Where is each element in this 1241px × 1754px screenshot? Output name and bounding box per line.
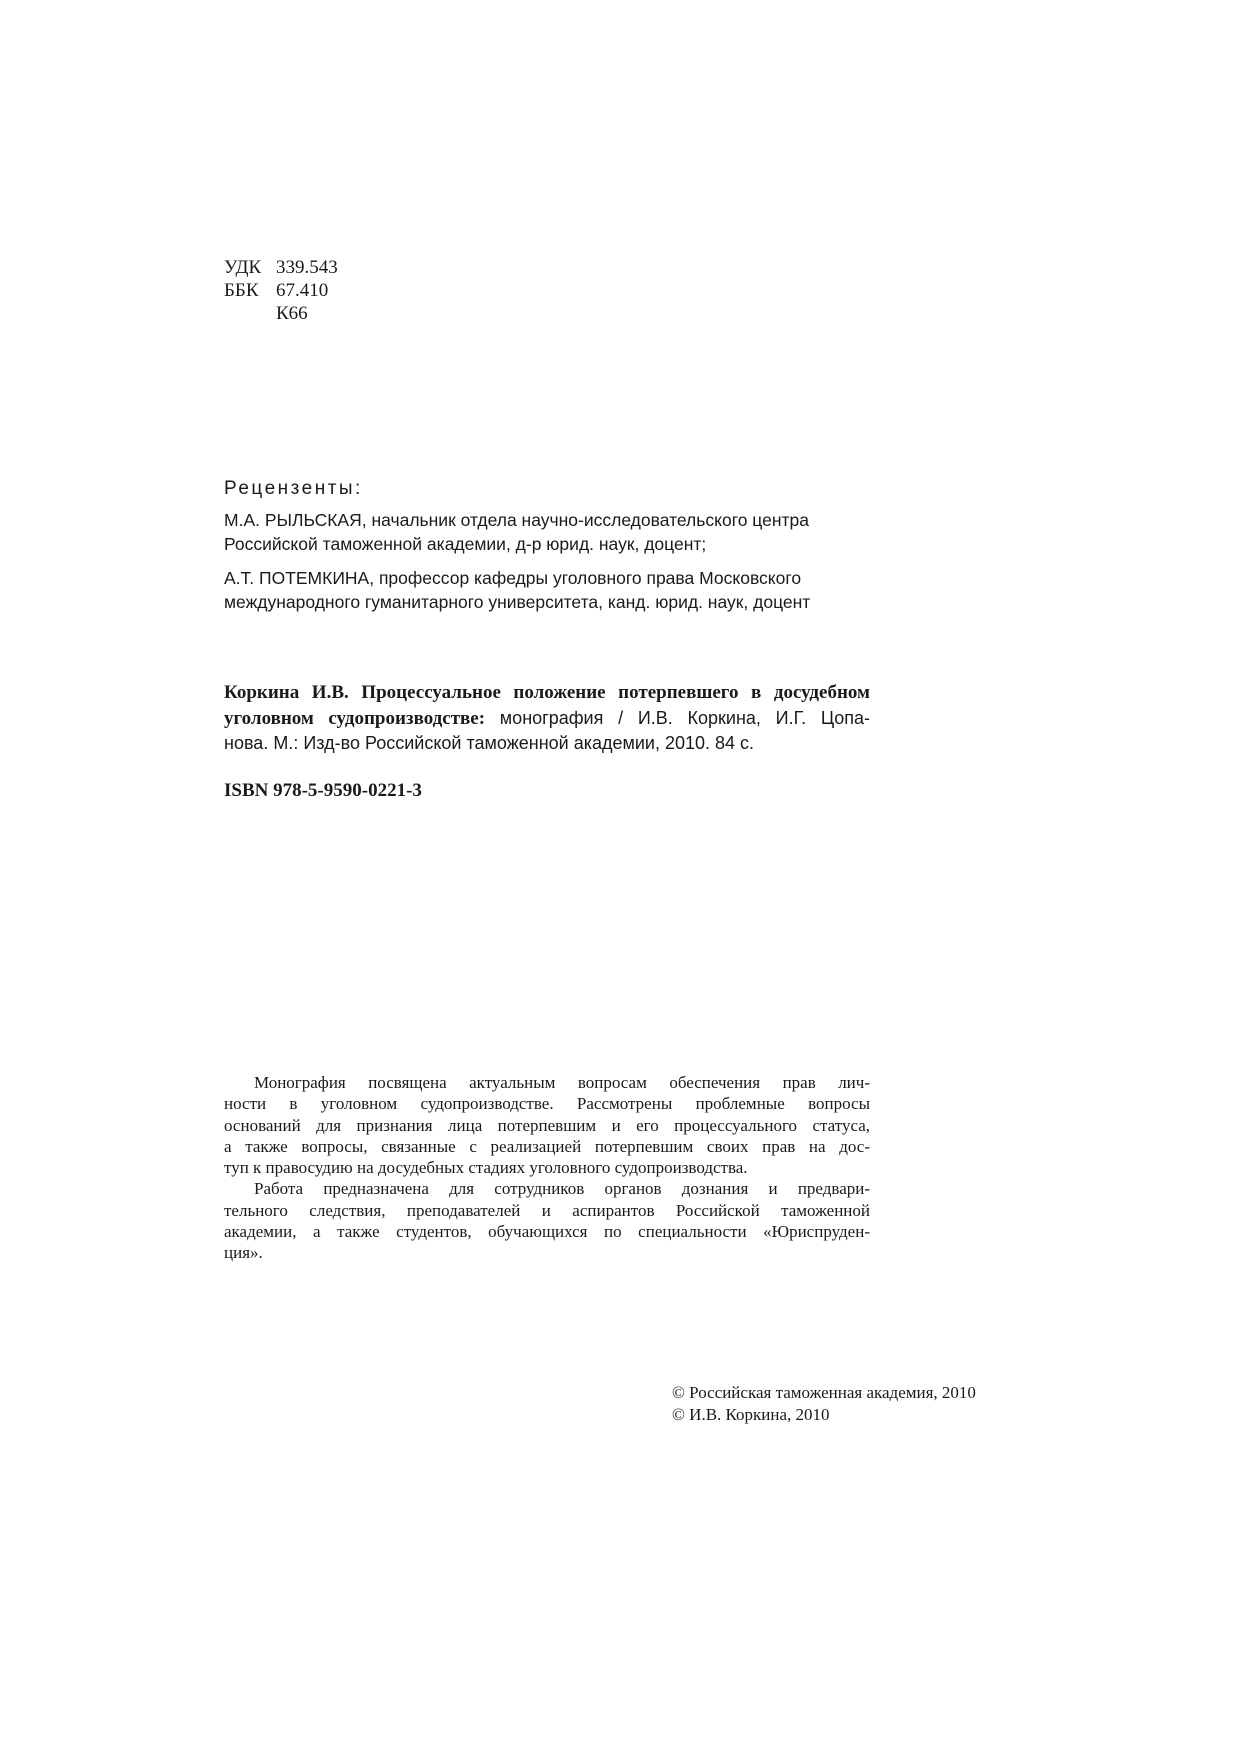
- reviewer-1-line-2: Российской таможенной академии, д-р юрид. наук, доцент;: [224, 534, 707, 554]
- isbn: ISBN 978-5-9590-0221-3: [224, 780, 422, 801]
- annotation-p2-line-2: тельного следствия, преподавателей и аспирантов Российской таможенной: [224, 1200, 870, 1220]
- biblio-line-3: нова. М.: Изд-во Российской таможенной академии, 2010. 84 с.: [224, 733, 755, 753]
- bbk-value: 67.410: [276, 280, 329, 301]
- reviewer-1: [224, 508, 874, 556]
- biblio-line-1: Коркина И.В. Процессуальное положение потерпевшего в досудебном: [224, 682, 870, 703]
- annotation-p1-line-1: Монография посвящена актуальным вопросам обеспечения прав лич-: [254, 1073, 870, 1092]
- reviewer-2: [224, 566, 874, 614]
- udk-row: [224, 256, 338, 279]
- reviewer-2-line-1: А.Т. ПОТЕМКИНА, профессор кафедры уголовного права Московского: [224, 568, 802, 588]
- bibliographic-description: [224, 680, 870, 757]
- annotation-p2-line-3: академии, а также студентов, обучающихся по специальности «Юриспруден-: [224, 1222, 870, 1242]
- annotation-p2-line-4: ция».: [224, 1243, 263, 1263]
- reviewer-2-line-2: международного гуманитарного университета, канд. юрид. наук, доцент: [224, 592, 811, 612]
- reviewers-heading: Рецензенты:: [224, 478, 363, 499]
- bbk-row: [224, 279, 338, 302]
- annotation-p1-line-3: оснований для признания лица потерпевшим и его процессуального статуса,: [224, 1115, 870, 1135]
- biblio-title-end: уголовном судопроизводстве:: [224, 707, 486, 729]
- reviewer-1-line-1: М.А. РЫЛЬСКАЯ, начальник отдела научно-исследовательского центра: [224, 510, 810, 530]
- classification-codes: [224, 256, 338, 325]
- udk-value: 339.543: [276, 257, 338, 278]
- author-mark-row: [224, 302, 338, 325]
- copyright-line-1: © Российская таможенная академия, 2010: [672, 1383, 976, 1402]
- copyright-line-2: © И.В. Коркина, 2010: [672, 1404, 830, 1424]
- annotation-p1-line-5: туп к правосудию на досудебных стадиях уголовного судопроизводства.: [224, 1158, 748, 1178]
- annotation-p1-line-2: ности в уголовном судопроизводстве. Рассмотрены проблемные вопросы: [224, 1094, 870, 1114]
- annotation-p1-line-4: а также вопросы, связанные с реализацией потерпевшим своих прав на дос-: [224, 1136, 870, 1156]
- copyright-block: [672, 1382, 976, 1425]
- author-mark: К66: [276, 303, 308, 324]
- udk-label: УДК: [224, 257, 262, 278]
- biblio-line-2: [224, 706, 870, 732]
- biblio-responsibility: монография / И.В. Коркина, И.Г. Цопа-: [485, 707, 870, 728]
- annotation-p2-line-1: Работа предназначена для сотрудников органов дознания и предвари-: [254, 1179, 870, 1199]
- bbk-label: ББК: [224, 280, 259, 301]
- annotation: [224, 1072, 870, 1264]
